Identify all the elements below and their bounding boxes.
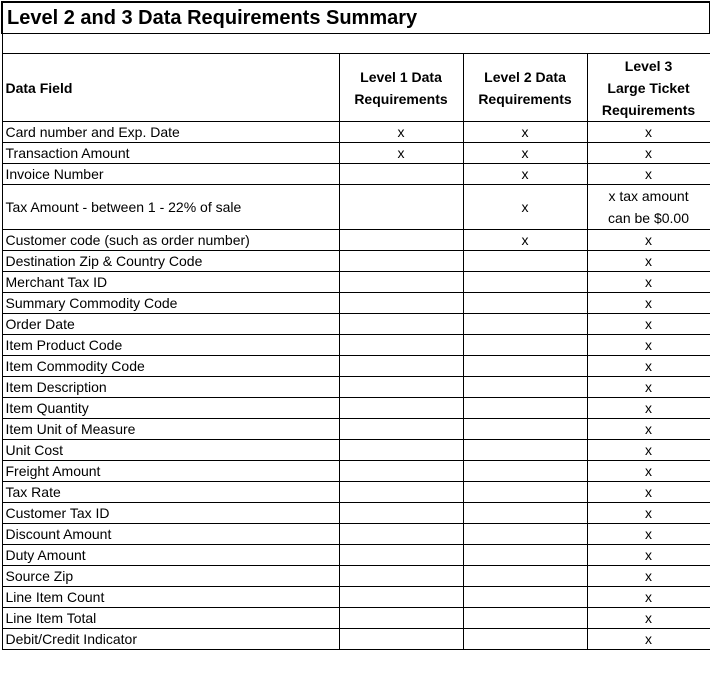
table-row — [2, 545, 710, 566]
data-field-cell: Tax Rate — [2, 482, 339, 503]
requirement-cell-l3: x — [587, 314, 710, 335]
data-field-cell: Line Item Count — [2, 587, 339, 608]
requirement-cell-l1 — [339, 503, 463, 524]
requirement-cell-l3: x — [587, 629, 710, 650]
requirement-cell-l3: x — [587, 143, 710, 164]
table-row — [2, 272, 710, 293]
table-row — [2, 482, 710, 503]
header-level-2 — [463, 54, 587, 122]
requirement-cell-l1 — [339, 293, 463, 314]
requirement-cell-l3: x — [587, 356, 710, 377]
table-row — [2, 377, 710, 398]
requirement-cell-line: x tax amount — [608, 188, 689, 204]
requirement-cell-l3: x — [587, 545, 710, 566]
requirement-cell-l3: x — [587, 251, 710, 272]
requirement-cell-l1 — [339, 230, 463, 251]
requirement-cell-l1 — [339, 587, 463, 608]
requirement-cell-l1 — [339, 314, 463, 335]
data-field-cell: Item Unit of Measure — [2, 419, 339, 440]
data-field-cell: Item Product Code — [2, 335, 339, 356]
requirement-cell-l1 — [339, 272, 463, 293]
requirement-cell-l2 — [463, 440, 587, 461]
requirement-cell-l2 — [463, 293, 587, 314]
requirement-cell-l1 — [339, 461, 463, 482]
requirement-cell-l1 — [339, 419, 463, 440]
table-row — [2, 230, 710, 251]
requirement-cell-l1 — [339, 377, 463, 398]
requirement-cell-l1 — [339, 608, 463, 629]
requirement-cell-l3: x — [587, 122, 710, 143]
data-field-cell: Transaction Amount — [2, 143, 339, 164]
requirement-cell-l1 — [339, 185, 463, 230]
requirement-cell-l2: x — [463, 185, 587, 230]
table-row — [2, 143, 710, 164]
requirement-cell-l1 — [339, 545, 463, 566]
requirement-cell-l3: x — [587, 272, 710, 293]
data-field-cell: Invoice Number — [2, 164, 339, 185]
requirement-cell-l1: x — [339, 143, 463, 164]
data-field-cell: Item Commodity Code — [2, 356, 339, 377]
requirement-cell-l2 — [463, 398, 587, 419]
requirement-cell-l3 — [587, 185, 710, 230]
header-level-3-line: Large Ticket — [607, 79, 690, 96]
table-row — [2, 293, 710, 314]
table-body — [2, 122, 710, 650]
table-row — [2, 356, 710, 377]
requirement-cell-l2: x — [463, 230, 587, 251]
requirement-cell-l1 — [339, 482, 463, 503]
requirement-cell-l2 — [463, 314, 587, 335]
data-field-cell: Source Zip — [2, 566, 339, 587]
data-field-cell: Tax Amount - between 1 - 22% of sale — [2, 185, 339, 230]
table-row — [2, 503, 710, 524]
blank-cell — [2, 34, 710, 54]
data-field-cell: Discount Amount — [2, 524, 339, 545]
requirement-cell-l2 — [463, 356, 587, 377]
data-field-cell: Summary Commodity Code — [2, 293, 339, 314]
requirement-cell-l3: x — [587, 461, 710, 482]
requirement-cell-l2 — [463, 335, 587, 356]
table-row — [2, 164, 710, 185]
data-field-cell: Item Quantity — [2, 398, 339, 419]
requirement-cell-line: can be $0.00 — [608, 210, 689, 226]
requirement-cell-l3: x — [587, 482, 710, 503]
header-level-3-line: Requirements — [601, 101, 696, 118]
data-field-cell: Debit/Credit Indicator — [2, 629, 339, 650]
requirement-cell-l1 — [339, 440, 463, 461]
table-row — [2, 122, 710, 143]
header-row — [2, 54, 710, 122]
data-field-cell: Order Date — [2, 314, 339, 335]
table-title: Level 2 and 3 Data Requirements Summary — [2, 2, 710, 34]
requirement-cell-l2 — [463, 419, 587, 440]
header-data-field: Data Field — [2, 54, 339, 122]
requirement-cell-l3: x — [587, 440, 710, 461]
table-row — [2, 608, 710, 629]
requirement-cell-l3: x — [587, 419, 710, 440]
requirement-cell-l3: x — [587, 230, 710, 251]
header-level-1-line: Requirements — [354, 90, 448, 107]
requirement-cell-l3: x — [587, 164, 710, 185]
data-field-cell: Freight Amount — [2, 461, 339, 482]
requirement-cell-l3: x — [587, 377, 710, 398]
requirement-cell-l2 — [463, 377, 587, 398]
table-row — [2, 185, 710, 230]
requirement-cell-l2 — [463, 545, 587, 566]
requirement-cell-l2 — [463, 503, 587, 524]
table-row — [2, 251, 710, 272]
data-field-cell: Merchant Tax ID — [2, 272, 339, 293]
requirement-cell-l3: x — [587, 398, 710, 419]
data-field-cell: Customer Tax ID — [2, 503, 339, 524]
table-row — [2, 440, 710, 461]
requirement-cell-l1 — [339, 629, 463, 650]
requirement-cell-l1 — [339, 398, 463, 419]
header-level-1-line: Level 1 Data — [360, 68, 442, 85]
requirement-cell-l1: x — [339, 122, 463, 143]
requirement-cell-l3: x — [587, 335, 710, 356]
table-row — [2, 587, 710, 608]
requirement-cell-l2 — [463, 566, 587, 587]
table-row — [2, 629, 710, 650]
table-row — [2, 461, 710, 482]
requirement-cell-l2 — [463, 251, 587, 272]
data-field-cell: Duty Amount — [2, 545, 339, 566]
data-field-cell: Unit Cost — [2, 440, 339, 461]
requirement-cell-l3: x — [587, 587, 710, 608]
header-level-3 — [587, 54, 710, 122]
requirement-cell-l1 — [339, 164, 463, 185]
requirement-cell-l1 — [339, 356, 463, 377]
requirement-cell-l2: x — [463, 164, 587, 185]
requirement-cell-l2 — [463, 629, 587, 650]
table-row — [2, 335, 710, 356]
requirement-cell-l1 — [339, 566, 463, 587]
requirement-cell-l3: x — [587, 608, 710, 629]
requirement-cell-l2 — [463, 608, 587, 629]
table-row — [2, 314, 710, 335]
title-row — [2, 2, 710, 34]
requirement-cell-l3: x — [587, 566, 710, 587]
header-level-2-line: Requirements — [478, 90, 572, 107]
requirement-cell-l2 — [463, 587, 587, 608]
requirement-cell-l1 — [339, 524, 463, 545]
requirement-cell-l2 — [463, 482, 587, 503]
table-row — [2, 566, 710, 587]
data-field-cell: Item Description — [2, 377, 339, 398]
requirement-cell-l2: x — [463, 122, 587, 143]
header-level-3-line: Level 3 — [624, 57, 673, 74]
requirement-cell-l3: x — [587, 293, 710, 314]
requirement-cell-l3: x — [587, 524, 710, 545]
data-field-cell: Customer code (such as order number) — [2, 230, 339, 251]
data-field-cell: Destination Zip & Country Code — [2, 251, 339, 272]
table-row — [2, 524, 710, 545]
data-field-cell: Line Item Total — [2, 608, 339, 629]
blank-row — [2, 34, 710, 54]
requirement-cell-l2 — [463, 524, 587, 545]
requirement-cell-l2: x — [463, 143, 587, 164]
header-level-2-line: Level 2 Data — [484, 68, 566, 85]
table-row — [2, 398, 710, 419]
requirement-cell-l2 — [463, 272, 587, 293]
requirements-table — [1, 1, 710, 650]
requirement-cell-l3: x — [587, 503, 710, 524]
requirement-cell-l2 — [463, 461, 587, 482]
requirement-cell-l1 — [339, 251, 463, 272]
table-row — [2, 419, 710, 440]
header-level-1 — [339, 54, 463, 122]
requirement-cell-l1 — [339, 335, 463, 356]
data-field-cell: Card number and Exp. Date — [2, 122, 339, 143]
